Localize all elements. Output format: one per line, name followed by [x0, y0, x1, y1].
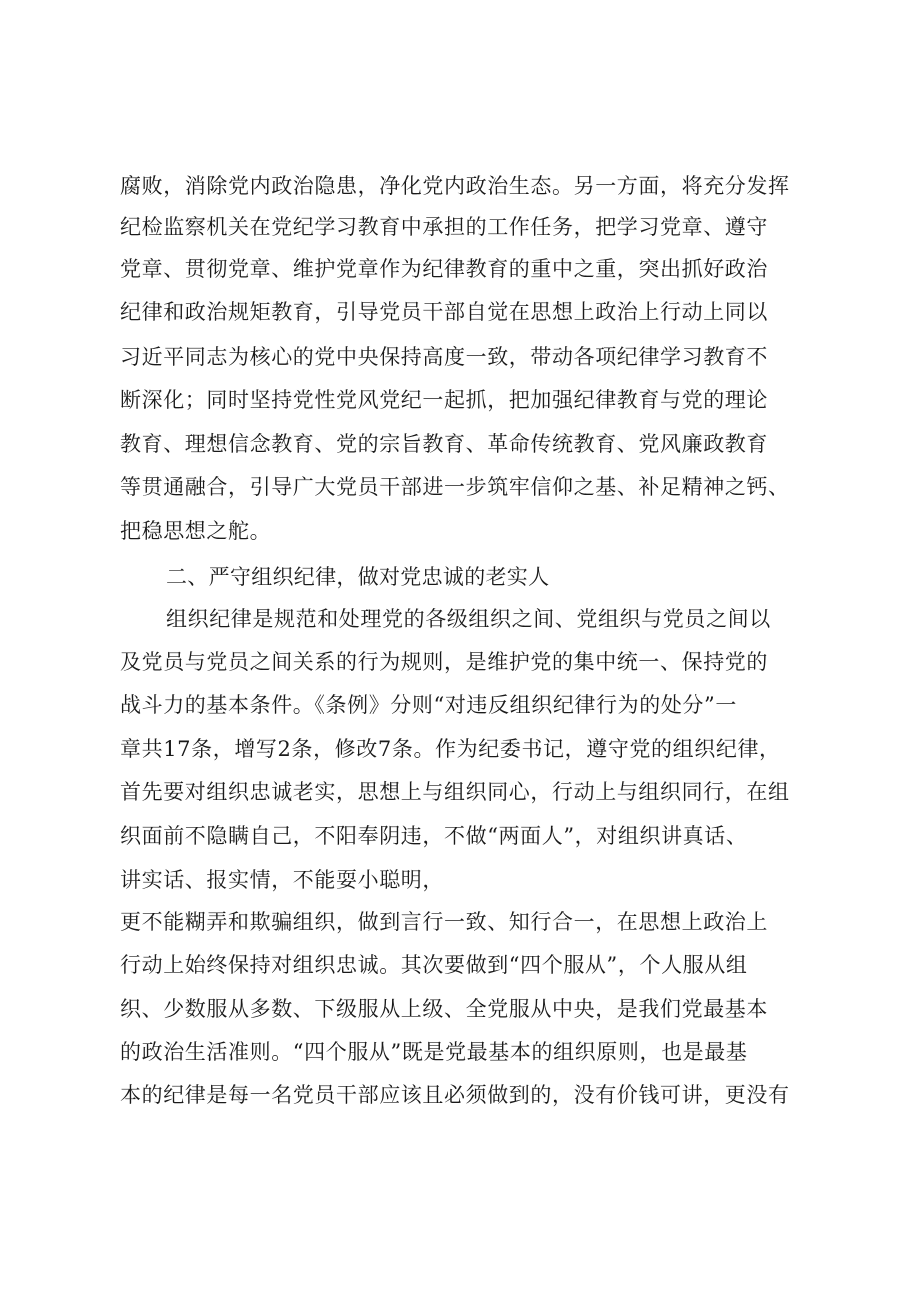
text-line: 行动上始终保持对组织忠诚。其次要做到“四个服从”，个人服从组 [120, 953, 748, 977]
text-line: 本的纪律是每一名党员干部应该且必须做到的，没有价钱可讲，更没有 [120, 1083, 790, 1107]
text-line: 讲实话、报实情，不能耍小聪明， [120, 868, 444, 892]
text-line: 的政治生活准则。“四个服从”既是党最基本的组织原则，也是最基 [120, 1040, 748, 1064]
text-line: 首先要对组织忠诚老实，思想上与组织同心，行动上与组织同行，在组 [120, 780, 790, 804]
text-line: 断深化；同时坚持党性党风党纪一起抓，把加强纪律教育与党的理论 [120, 388, 768, 412]
text-line: 纪检监察机关在党纪学习教育中承担的工作任务，把学习党章、遵守 [120, 215, 768, 239]
text-line: 织、少数服从多数、下级服从上级、全党服从中央，是我们党最基本 [120, 997, 768, 1021]
text-line: 战斗力的基本条件。《条例》分则“对违反组织纪律行为的处分”一 [120, 693, 737, 717]
text-line: 腐败，消除党内政治隐患，净化党内政治生态。另一方面，将充分发挥 [120, 174, 790, 198]
text-line: 纪律和政治规矩教育，引导党员干部自觉在思想上政治上行动上同以 [120, 300, 768, 324]
text-line: 及党员与党员之间关系的行为规则，是维护党的集中统一、保持党的 [120, 650, 768, 674]
paragraph-first-line: 组织纪律是规范和处理党的各级组织之间、党组织与党员之间以 [166, 607, 771, 631]
text-line: 等贯通融合，引导广大党员干部进一步筑牢信仰之基、补足精神之钙、 [120, 475, 790, 499]
text-line: 织面前不隐瞒自己，不阳奉阴违，不做“两面人”，对组织讲真话、 [120, 824, 748, 848]
text-line: 教育、理想信念教育、党的宗旨教育、革命传统教育、党风廉政教育 [120, 432, 768, 456]
section-heading: 二、严守组织纪律，做对党忠诚的老实人 [166, 565, 550, 589]
text-line: 更不能糊弄和欺骗组织，做到言行一致、知行合一，在思想上政治上 [120, 910, 768, 934]
text-line: 把稳思想之舵。 [120, 519, 272, 543]
text-line: 章共17条，增写2条，修改7条。作为纪委书记，遵守党的组织纪律， [120, 737, 781, 761]
text-line: 习近平同志为核心的党中央保持高度一致，带动各项纪律学习教育不 [120, 345, 768, 369]
text-line: 党章、贯彻党章、维护党章作为纪律教育的重中之重，突出抓好政治 [120, 257, 768, 281]
